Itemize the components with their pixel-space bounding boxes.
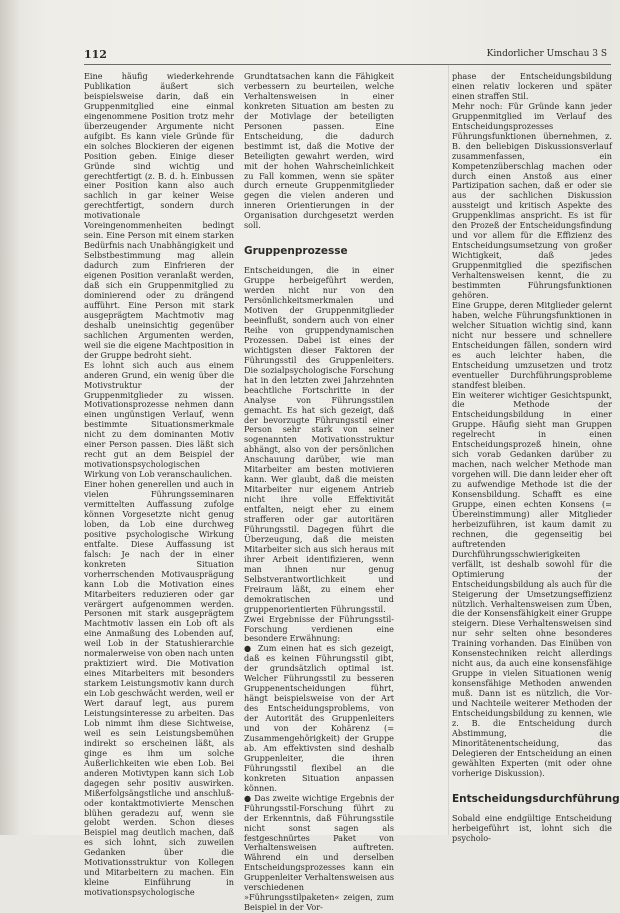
- paragraph: Eine häufig wiederkehrende Publikation äußert sich beispielsweise darin, daß ein Gruppenmitglied eine einmal eingenommene Position trotz mehr überzeugender Argumente nicht aufgibt. Es kann viele Gründe für ein solches Blockieren der eigenen Position geben. Einige dieser Gründe sind wichtig und gerechtfertigt (z. B. d. h. Einbussen einer Position kann also auch sachlich in gar keiner Weise gerechtfertigt, sondern durch motivationale Voreingenommenheiten bedingt sein. Eine Person mit einem starken Bedürfnis nach Unabhängigkeit und Selbstbestimmung mag allein dadurch zum Einfrieren der eigenen Position veranlaßt werden, daß sich ein Gruppenmitglied zu dominierend oder zu drängend aufführt. Eine Person mit stark ausgeprägtem Machtmotiv mag deshalb uneinsichtig gegenüber sachlichen Argumenten werden, weil sie die eigene Machtposition in der Gruppe bedroht sieht.: [84, 71, 234, 360]
- paragraph: Grundtatsachen kann die Fähigkeit verbessern zu beurteilen, welche Verhaltensweisen in einer konkreten Situation am besten zu der Motivlage der beteiligten Personen passen. Eine Entscheidung, die dadurch bestimmt ist, daß die Motive der Beteiligten gewahrt werden, wird mit der hohen Wahrscheinlichkeit zu Fall kommen, wenn sie später durch erneute Gruppenmitglieder gegen die vielen anderen und inneren Orientierungen in der Organisation durchgesetzt werden soll.: [244, 71, 394, 231]
- paragraph: Mehr noch: Für Gründe kann jeder Gruppenmitglied im Verlauf des Entscheidungsprozesses Führungsfunktionen übernehmen, z. B. den beliebigen Diskussionsverlauf zusammenfassen, ein Kompetenzüberschlag machen oder durch einen Anstoß aus einer Partizipation sachen, daß er oder sie aus der sachlichen Diskussion aussteigt und kritisch Aspekte des Gruppenklimas anspricht. Es ist für den Prozeß der Entscheidungsfindung und vor allem für die Effizienz des Entscheidungsumsetzung von großer Wichtigkeit, daß jedes Gruppenmitglied die spezifischen Verhaltensweisen kennt, die zu bestimmten Führungsfunktionen gehören.: [452, 100, 612, 300]
- section-heading: Entscheidungsdurchführung: [452, 792, 620, 805]
- paragraph: Es lohnt sich auch aus einem anderen Grund, ein wenig über die Motivstruktur der Gruppenmitglieder zu wissen. Motivationsprozesse nehmen dann einen ungünstigen Verlauf, wenn bestimmte Situationsmerkmale nicht zu dem dominanten Motiv einer Person passen. Dies läßt sich recht gut an dem Beispiel der motivationspsychologischen Wirkung von Lob veranschaulichen.: [84, 359, 234, 480]
- paragraph: Sobald eine endgültige Entscheidung herbeigeführt ist, lohnt sich die psycholo-: [452, 812, 612, 843]
- header-rule: [84, 64, 611, 65]
- page-header: [84, 48, 611, 64]
- bullet-item: ● Das zweite wichtige Ergebnis der Führungsstil-Forschung führt zu der Erkenntnis, daß Führungsstile nicht sonst sagen als festgeschnürtes Paket von Verhaltensweisen auftreten. Während ein und derselben Entscheidungsprozesses kann ein Gruppenleiter Verhaltensweisen aus verschiedenen »Führungsstilpaketen« zeigen, zum Beispiel in der Vor-: [244, 792, 394, 913]
- paragraph: Eine Gruppe, deren Mitglieder gelernt haben, welche Führungsfunktionen in welcher Situation wichtig sind, kann nicht nur bessere und schnellere Entscheidungen fällen, sondern wird es auch leichter haben, die Entscheidung umzusetzen und trotz eventueller Durchführungsprobleme standfest bleiben.: [452, 299, 612, 390]
- page-shadow: [0, 0, 20, 835]
- running-head: Kindorlicher Umschau 3 S: [486, 49, 607, 59]
- paragraph: Einer hohen generellen und auch in vielen Führungsseminaren vermittelten Auffassung zufolge können Vorgesetzte nicht genug loben, da Lob eine durchweg positive psychologische Wirkung entfalte. Diese Auffassung ist falsch: Je nach der in einer konkreten Situation vorherrschenden Motivausprägung kann Lob die Motivation eines Mitarbeiters reduzieren oder gar verärgert aufgenommen werden. Personen mit stark ausgeprägtem Machtmotiv lassen ein Lob oft als eine Anmaßung des Lobenden auf, weil Lob in der Statushierarchie normalerweise von oben nach unten praktiziert wird. Die Motivation eines Mitarbeiters mit besonders starkem Leistungsmotiv kann durch ein Lob geschwächt werden, weil er Wert darauf legt, aus purem Leistungsinteresse zu arbeiten. Das Lob nimmt ihm diese Sichtweise, weil es sein Leistungsbemühen indirekt so erscheinen läßt, als ginge es ihm um solche Äußerlichkeiten wie eben Lob. Bei anderen Motivtypen kann sich Lob dagegen sehr positiv auswirken. Mißerfolgsängstliche und anschluß- oder kontaktmotivierte Menschen blühen geradezu auf, wenn sie gelobt werden. Schon dieses Beispiel mag deutlich machen, daß es sich lohnt, sich zuweilen Gedanken über die Motivationsstruktur von Kollegen und Mitarbeitern zu machen. Ein kleine Einführung in motivationspsychologische: [84, 479, 234, 898]
- paragraph: Ein weiterer wichtiger Gesichtspunkt, die Methode der Entscheidungsbildung in einer Gruppe. Häufig sieht man Gruppen regelrecht in einen Entscheidungsprozeß hinein, ohne sich vorab Gedanken darüber zu machen, nach welcher Methode man vorgehen will. Die dann leider eher oft zu aufwendige Methode ist die der Konsensbildung. Schafft es eine Gruppe, einen echten Konsens (= Übereinstimmung) aller Mitglieder herbeizuführen, ist kaum damit zu rechnen, die gegenseitig bei auftretenden Durchführungsschwierigkeiten verfällt, ist deshalb sowohl für die Optimierung der Entscheidungsbildung als auch für die Steigerung der Umsetzungseffizienz nützlich. Verhaltensweisen zum Üben, die der Konsensfähigkeit einer Gruppe steigern. Diese Verhaltensweisen sind nur sehr selten ohne besonderes Training vorhanden. Das Einüben von Konsenstechniken reicht allerdings nicht aus, da auch eine konsensfähige Gruppe in vielen Situationen wenig konsensfähige Methoden anwenden muß. Dann ist es nützlich, die Vor- und Nachteile weiterer Methoden der Entscheidungsbildung zu kennen, wie z. B. die Entscheidung durch Abstimmung, die Minoritätenentscheidung, das Delegieren der Entscheidung an einen gewählten Experten (mit oder ohne vorherige Diskussion).: [452, 389, 612, 778]
- paragraph: Zwei Ergebnisse der Führungsstil-Forschung verdienen eine besondere Erwähnung:: [244, 613, 394, 644]
- paragraph: phase der Entscheidungsbildung einen relativ lockeren und später einen straffen Stil.: [452, 71, 612, 101]
- text-column-3: [452, 71, 620, 843]
- page-number: 112: [84, 48, 107, 61]
- text-column-1: [84, 72, 234, 898]
- column-gutter-shadow: [448, 64, 449, 835]
- paragraph: Entscheidungen, die in einer Gruppe herbeigeführt werden, werden nicht nur von den Persönlichkeitsmerkmalen und Motiven der Gruppenmitglieder beeinflußt, sondern auch von einer Reihe von gruppendynamischen Prozessen. Dabei ist eines der wichtigsten dieser Faktoren der Führungsstil des Gruppenleiters. Die sozialpsychologische Forschung hat in den letzten zwei Jahrzehnten beachtliche Fortschritte in der Analyse von Führungsstilen gemacht. Es hat sich gezeigt, daß der bevorzugte Führungsstil einer Person sehr stark von seiner sogenannten Motivationsstruktur abhängt, also von der persönlichen Anschauung darüber, wie man Mitarbeiter am besten motivieren kann. Wer glaubt, daß die meisten Mitarbeiter nur eigenem Antrieb nicht ihre volle Effektivität entfalten, neigt eher zu einem strafferen oder gar autoritären Führungsstil. Dagegen führt die Überzeugung, daß die meisten Mitarbeiter sich aus sich heraus mit ihrer Arbeit identifizieren, wenn man ihnen nur genug Selbstverantwortlichkeit und Freiraum läßt, zu einem eher demokratischen und gruppenorientierten Führungsstil.: [244, 265, 394, 614]
- text-column-2: [244, 72, 394, 913]
- section-heading: Gruppenprozesse: [244, 245, 348, 258]
- bullet-item: ● Zum einen hat es sich gezeigt, daß es keinen Führungsstil gibt, der grundsätzlich optimal ist. Welcher Führungsstil zu besseren Gruppenentscheidungen führt, hängt beispielsweise von der Art des Entscheidungsproblems, von der Autorität des Gruppenleiters und von der Kohärenz (= Zusammengehörigkeit) der Gruppe ab. Am effektivsten sind deshalb Gruppenleiter, die ihren Führungsstil flexibel an die konkreten Situation anpassen können.: [244, 643, 394, 793]
